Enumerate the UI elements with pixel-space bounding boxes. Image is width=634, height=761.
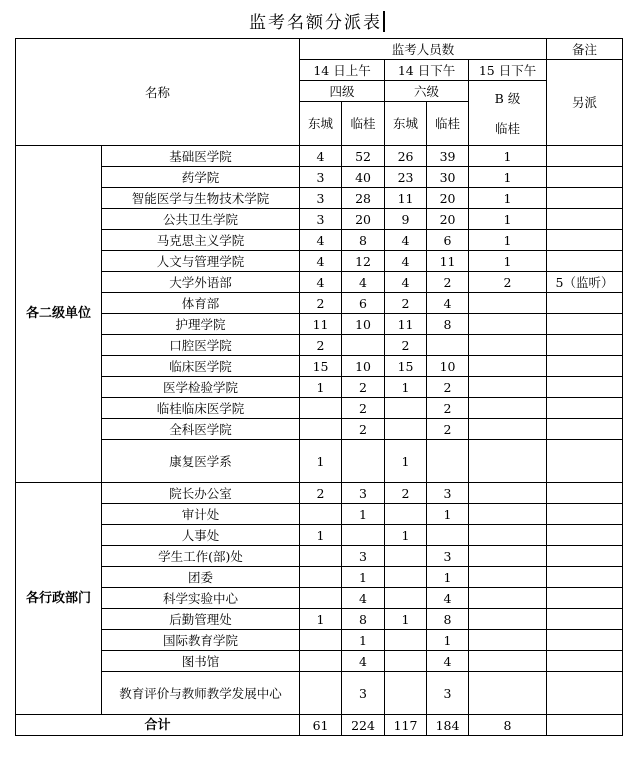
table-row — [16, 588, 623, 609]
cet4-lingui-cell: 3 — [342, 546, 385, 567]
cet6-dongcheng-cell: 11 — [385, 314, 427, 335]
cet6-lingui-cell: 3 — [427, 483, 469, 504]
cet6-dongcheng-cell: 15 — [385, 356, 427, 377]
cet6-lingui-cell: 6 — [427, 230, 469, 251]
table-row — [16, 167, 623, 188]
cet4-lingui-cell — [342, 440, 385, 483]
table-row — [16, 651, 623, 672]
cet4-dongcheng-cell: 2 — [300, 293, 342, 314]
level-b-cell: 2 — [469, 272, 547, 293]
cet6-lingui-cell: 20 — [427, 209, 469, 230]
cet6-dongcheng-cell — [385, 588, 427, 609]
cet6-lingui-cell: 8 — [427, 609, 469, 630]
cet6-dongcheng-cell: 2 — [385, 335, 427, 356]
cet4-dongcheng-cell — [300, 588, 342, 609]
table-row — [16, 609, 623, 630]
cet6-lingui-cell: 3 — [427, 546, 469, 567]
level-b-cell — [469, 377, 547, 398]
cet6-dongcheng-cell: 1 — [385, 377, 427, 398]
level-b-cell — [469, 588, 547, 609]
cet4-lingui-cell: 1 — [342, 630, 385, 651]
cet6-dongcheng-cell — [385, 419, 427, 440]
remark-cell — [547, 188, 623, 209]
remark-cell — [547, 588, 623, 609]
cet4-dongcheng-cell — [300, 398, 342, 419]
cet6-lingui-cell: 10 — [427, 356, 469, 377]
remark-cell: 5（监听） — [547, 272, 623, 293]
campus-lingui-header-2: 临桂 — [427, 102, 469, 146]
cet4-lingui-cell: 3 — [342, 672, 385, 715]
cet4-dongcheng-cell: 2 — [300, 335, 342, 356]
cet4-lingui-cell: 2 — [342, 419, 385, 440]
cet4-dongcheng-cell — [300, 419, 342, 440]
cet6-dongcheng-cell — [385, 504, 427, 525]
level-b-cell — [469, 651, 547, 672]
remark-cell — [547, 630, 623, 651]
unit-name-cell: 护理学院 — [102, 314, 300, 335]
cet4-dongcheng-cell — [300, 672, 342, 715]
table-row — [16, 504, 623, 525]
remark-cell — [547, 546, 623, 567]
another-dispatch-header: 另派 — [547, 60, 623, 146]
unit-name-cell: 大学外语部 — [102, 272, 300, 293]
header-row-1 — [16, 39, 623, 60]
cet4-header: 四级 — [300, 81, 385, 102]
cet6-header: 六级 — [385, 81, 469, 102]
campus-lingui-header-1: 临桂 — [342, 102, 385, 146]
table-row — [16, 272, 623, 293]
cet6-dongcheng-cell — [385, 546, 427, 567]
level-b-cell — [469, 483, 547, 504]
cet6-lingui-cell — [427, 335, 469, 356]
cet4-dongcheng-cell: 4 — [300, 146, 342, 167]
remark-cell — [547, 567, 623, 588]
remark-cell — [547, 609, 623, 630]
cet6-dongcheng-cell: 9 — [385, 209, 427, 230]
unit-name-cell: 临床医学院 — [102, 356, 300, 377]
cet4-lingui-cell: 4 — [342, 651, 385, 672]
cet6-lingui-cell — [427, 525, 469, 546]
table-row — [16, 356, 623, 377]
cet4-lingui-cell: 28 — [342, 188, 385, 209]
cet6-lingui-cell: 2 — [427, 398, 469, 419]
cet6-lingui-cell: 8 — [427, 314, 469, 335]
level-b-cell: 1 — [469, 251, 547, 272]
unit-name-cell: 全科医学院 — [102, 419, 300, 440]
cet6-dongcheng-cell — [385, 651, 427, 672]
level-b-label: B 级 — [494, 90, 521, 106]
cet6-dongcheng-cell: 1 — [385, 609, 427, 630]
cet4-lingui-cell: 2 — [342, 398, 385, 419]
cet6-lingui-cell: 4 — [427, 651, 469, 672]
table-row — [16, 314, 623, 335]
table-row — [16, 335, 623, 356]
table-row — [16, 398, 623, 419]
unit-name-cell: 教育评价与教师教学发展中心 — [102, 672, 300, 715]
cet6-dongcheng-cell: 4 — [385, 230, 427, 251]
table-row — [16, 483, 623, 504]
cet6-dongcheng-cell — [385, 567, 427, 588]
session-15pm-header: 15 日下午 — [469, 60, 547, 81]
level-b-cell — [469, 672, 547, 715]
cet6-lingui-cell: 1 — [427, 630, 469, 651]
level-b-cell — [469, 630, 547, 651]
unit-name-cell: 医学检验学院 — [102, 377, 300, 398]
remark-cell — [547, 483, 623, 504]
cet4-lingui-cell: 1 — [342, 567, 385, 588]
cet6-lingui-cell: 2 — [427, 272, 469, 293]
table-row — [16, 419, 623, 440]
cet4-dongcheng-cell: 1 — [300, 377, 342, 398]
level-b-cell — [469, 609, 547, 630]
table-row — [16, 525, 623, 546]
level-b-cell — [469, 546, 547, 567]
campus-dongcheng-header-1: 东城 — [300, 102, 342, 146]
remark-cell — [547, 419, 623, 440]
unit-name-cell: 国际教育学院 — [102, 630, 300, 651]
table-row — [16, 293, 623, 314]
unit-name-cell: 人事处 — [102, 525, 300, 546]
text-cursor — [383, 11, 385, 32]
level-b-cell: 1 — [469, 209, 547, 230]
unit-name-cell: 智能医学与生物技术学院 — [102, 188, 300, 209]
level-b-cell — [469, 504, 547, 525]
level-b-cell — [469, 398, 547, 419]
cet4-dongcheng-cell: 3 — [300, 188, 342, 209]
unit-name-cell: 院长办公室 — [102, 483, 300, 504]
cet4-dongcheng-cell — [300, 567, 342, 588]
cet4-lingui-cell: 8 — [342, 230, 385, 251]
level-b-campus: 临桂 — [495, 120, 521, 136]
cet4-lingui-cell: 10 — [342, 356, 385, 377]
unit-name-cell: 学生工作(部)处 — [102, 546, 300, 567]
cet6-lingui-cell: 2 — [427, 419, 469, 440]
cet4-dongcheng-cell: 1 — [300, 609, 342, 630]
level-b-header — [469, 81, 547, 146]
remark-cell — [547, 398, 623, 419]
cet6-lingui-cell: 3 — [427, 672, 469, 715]
cet4-lingui-cell: 8 — [342, 609, 385, 630]
invigilators-header: 监考人员数 — [300, 39, 547, 60]
cet4-lingui-cell: 12 — [342, 251, 385, 272]
cet4-lingui-cell: 10 — [342, 314, 385, 335]
cet6-dongcheng-cell — [385, 672, 427, 715]
remark-cell — [547, 651, 623, 672]
level-b-cell — [469, 293, 547, 314]
remark-cell — [547, 504, 623, 525]
total-cell: 117 — [385, 715, 427, 736]
table-row — [16, 230, 623, 251]
cet4-dongcheng-cell: 3 — [300, 209, 342, 230]
remark-cell — [547, 525, 623, 546]
cet4-dongcheng-cell — [300, 630, 342, 651]
name-header: 名称 — [16, 39, 300, 146]
cet4-dongcheng-cell: 3 — [300, 167, 342, 188]
remark-cell — [547, 672, 623, 715]
cet4-lingui-cell: 3 — [342, 483, 385, 504]
cet6-dongcheng-cell: 26 — [385, 146, 427, 167]
cet6-dongcheng-cell: 4 — [385, 251, 427, 272]
session-14am-header: 14 日上午 — [300, 60, 385, 81]
level-b-cell — [469, 567, 547, 588]
cet4-lingui-cell: 1 — [342, 504, 385, 525]
cet6-dongcheng-cell: 11 — [385, 188, 427, 209]
group-label-admin: 各行政部门 — [16, 483, 102, 715]
cet6-dongcheng-cell: 23 — [385, 167, 427, 188]
cet6-dongcheng-cell — [385, 398, 427, 419]
remark-cell — [547, 314, 623, 335]
cet6-lingui-cell: 11 — [427, 251, 469, 272]
level-b-cell — [469, 335, 547, 356]
level-b-cell: 1 — [469, 230, 547, 251]
cet4-lingui-cell: 52 — [342, 146, 385, 167]
cet4-dongcheng-cell: 1 — [300, 525, 342, 546]
invigilator-allocation-table — [15, 38, 623, 736]
table-row — [16, 188, 623, 209]
unit-name-cell: 后勤管理处 — [102, 609, 300, 630]
total-cell: 8 — [469, 715, 547, 736]
unit-name-cell: 康复医学系 — [102, 440, 300, 483]
total-cell: 224 — [342, 715, 385, 736]
remark-cell — [547, 251, 623, 272]
unit-name-cell: 临桂临床医学院 — [102, 398, 300, 419]
cet4-lingui-cell: 40 — [342, 167, 385, 188]
cet4-dongcheng-cell: 11 — [300, 314, 342, 335]
table-row — [16, 440, 623, 483]
remark-cell — [547, 209, 623, 230]
level-b-cell — [469, 525, 547, 546]
cet4-lingui-cell: 6 — [342, 293, 385, 314]
cet4-lingui-cell: 2 — [342, 377, 385, 398]
cet4-lingui-cell: 4 — [342, 588, 385, 609]
campus-dongcheng-header-2: 东城 — [385, 102, 427, 146]
cet4-lingui-cell — [342, 525, 385, 546]
remark-cell — [547, 440, 623, 483]
total-cell — [547, 715, 623, 736]
unit-name-cell: 体育部 — [102, 293, 300, 314]
cet4-dongcheng-cell — [300, 504, 342, 525]
remark-cell — [547, 377, 623, 398]
cet6-lingui-cell: 1 — [427, 504, 469, 525]
total-row — [16, 715, 623, 736]
table-row — [16, 567, 623, 588]
cet6-lingui-cell: 30 — [427, 167, 469, 188]
cet6-lingui-cell: 4 — [427, 588, 469, 609]
cet4-lingui-cell — [342, 335, 385, 356]
unit-name-cell: 口腔医学院 — [102, 335, 300, 356]
level-b-cell — [469, 440, 547, 483]
level-b-cell: 1 — [469, 188, 547, 209]
level-b-cell — [469, 314, 547, 335]
cet4-dongcheng-cell: 1 — [300, 440, 342, 483]
table-row — [16, 546, 623, 567]
document-title — [0, 11, 634, 34]
total-cell: 184 — [427, 715, 469, 736]
cet4-dongcheng-cell: 15 — [300, 356, 342, 377]
title-text: 监考名额分派表 — [249, 13, 382, 33]
cet6-dongcheng-cell: 1 — [385, 525, 427, 546]
cet6-dongcheng-cell: 1 — [385, 440, 427, 483]
table-row — [16, 630, 623, 651]
unit-name-cell: 团委 — [102, 567, 300, 588]
table-row — [16, 377, 623, 398]
cet4-dongcheng-cell — [300, 546, 342, 567]
cet4-dongcheng-cell: 4 — [300, 272, 342, 293]
level-b-cell: 1 — [469, 167, 547, 188]
remark-cell — [547, 167, 623, 188]
unit-name-cell: 图书馆 — [102, 651, 300, 672]
unit-name-cell: 审计处 — [102, 504, 300, 525]
cet6-dongcheng-cell: 2 — [385, 293, 427, 314]
remark-cell — [547, 146, 623, 167]
table-row — [16, 209, 623, 230]
unit-name-cell: 公共卫生学院 — [102, 209, 300, 230]
level-b-cell — [469, 356, 547, 377]
remark-cell — [547, 230, 623, 251]
level-b-cell: 1 — [469, 146, 547, 167]
cet6-lingui-cell: 20 — [427, 188, 469, 209]
cet6-dongcheng-cell: 2 — [385, 483, 427, 504]
remark-cell — [547, 293, 623, 314]
remark-cell — [547, 335, 623, 356]
cet6-lingui-cell: 2 — [427, 377, 469, 398]
total-label: 合计 — [16, 715, 300, 736]
cet6-lingui-cell: 4 — [427, 293, 469, 314]
unit-name-cell: 人文与管理学院 — [102, 251, 300, 272]
cet6-dongcheng-cell: 4 — [385, 272, 427, 293]
table-row — [16, 251, 623, 272]
unit-name-cell: 科学实验中心 — [102, 588, 300, 609]
session-14pm-header: 14 日下午 — [385, 60, 469, 81]
cet4-dongcheng-cell: 4 — [300, 230, 342, 251]
unit-name-cell: 基础医学院 — [102, 146, 300, 167]
cet6-lingui-cell: 39 — [427, 146, 469, 167]
cet4-dongcheng-cell — [300, 651, 342, 672]
unit-name-cell: 马克思主义学院 — [102, 230, 300, 251]
remark-cell — [547, 356, 623, 377]
total-cell: 61 — [300, 715, 342, 736]
cet4-lingui-cell: 20 — [342, 209, 385, 230]
unit-name-cell: 药学院 — [102, 167, 300, 188]
table-row — [16, 672, 623, 715]
cet4-lingui-cell: 4 — [342, 272, 385, 293]
table-row — [16, 146, 623, 167]
cet6-lingui-cell: 1 — [427, 567, 469, 588]
cet4-dongcheng-cell: 2 — [300, 483, 342, 504]
remarks-header: 备注 — [547, 39, 623, 60]
cet6-dongcheng-cell — [385, 630, 427, 651]
cet4-dongcheng-cell: 4 — [300, 251, 342, 272]
cet6-lingui-cell — [427, 440, 469, 483]
group-label-units: 各二级单位 — [16, 146, 102, 483]
level-b-cell — [469, 419, 547, 440]
